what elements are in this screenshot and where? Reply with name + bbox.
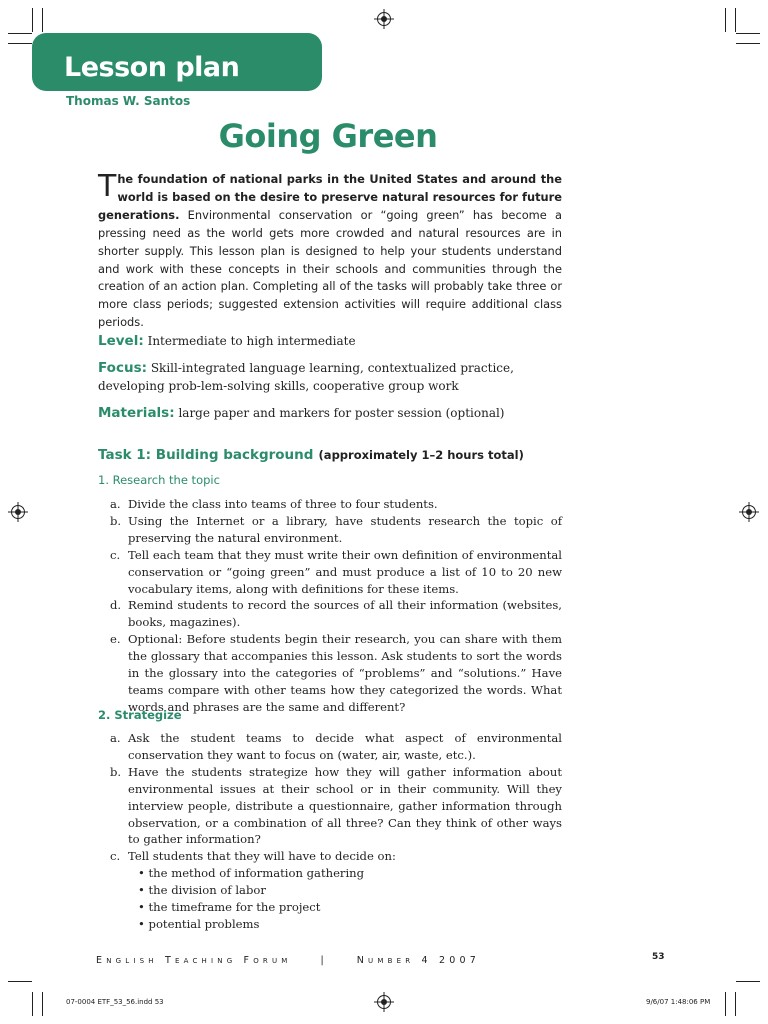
crop-mark xyxy=(42,8,43,32)
level-value: Intermediate to high intermediate xyxy=(147,334,356,348)
slug-timestamp: 9/6/07 1:48:06 PM xyxy=(646,998,711,1006)
focus-value: Skill-integrated language learning, contextualized practice, developing prob-lem-solving skills, cooperative group work xyxy=(98,361,514,393)
research-list xyxy=(110,496,562,716)
focus-field xyxy=(98,359,562,395)
item-letter: a. xyxy=(110,497,121,511)
registration-mark-icon xyxy=(377,12,391,26)
bullet-item: • the timeframe for the project xyxy=(138,900,321,915)
page-title: Going Green xyxy=(218,117,438,155)
item-text: Tell each team that they must write their own definition of environmental conservation or “going green” and must produce a list of 10 to 20 new vocabulary items, along with definitions for these items. xyxy=(128,547,562,596)
crop-mark xyxy=(32,8,33,32)
item-text: Using the Internet or a library, have students research the topic of preserving the natural environment. xyxy=(128,513,562,545)
item-text: Remind students to record the sources of all their information (websites, books, magazines). xyxy=(128,598,562,630)
strategize-list xyxy=(110,730,562,933)
crop-mark xyxy=(8,33,32,34)
item-text: Ask the student teams to decide what aspect of environmental conservation they want to focus on (water, air, waste, etc.). xyxy=(128,731,562,762)
intro-paragraph xyxy=(98,171,562,332)
registration-mark-icon xyxy=(742,505,756,519)
bullet-item: • potential problems xyxy=(138,916,260,931)
registration-mark-icon xyxy=(11,505,25,519)
crop-mark xyxy=(736,43,760,44)
list-item xyxy=(110,764,562,849)
journal-name: English Teaching Forum xyxy=(96,955,292,966)
section-heading-strategize: 2. Strategize xyxy=(98,708,182,722)
intro-lead: he foundation of national parks in the United States and around the world is based on the desire to preserve natural resources for future generations. xyxy=(98,172,562,222)
list-item xyxy=(110,513,562,547)
list-item xyxy=(110,730,562,764)
item-letter: d. xyxy=(110,598,122,613)
materials-field xyxy=(98,404,562,422)
crop-mark xyxy=(725,8,726,32)
crop-mark xyxy=(8,43,32,44)
item-text: Optional: Before students begin their research, you can share with them the glossary that accompanies this lesson. Ask students to sort the words in the glossary into the categories of “problems” and “solutions.” Have teams compare with other teams how they categorized the words. What words and phrases are the same and different? xyxy=(128,632,562,714)
registration-mark-icon xyxy=(377,995,391,1009)
item-text: Divide the class into teams of three to four students. xyxy=(128,497,438,511)
page-number: 53 xyxy=(652,952,665,962)
item-text: Have the students strategize how they will gather information about environmental issues at their school or in their community. Will they interview people, distribute a questionnaire, gather information through observation, or a combination of all three? Can they think of other ways to gather information? xyxy=(128,764,562,847)
list-item xyxy=(110,631,562,716)
slug-file: 07-0004 ETF_53_56.indd 53 xyxy=(66,998,164,1006)
author-name: Thomas W. Santos xyxy=(66,94,191,108)
crop-mark xyxy=(8,981,32,982)
materials-value: large paper and markers for poster session (optional) xyxy=(178,406,505,420)
item-text: Tell students that they will have to decide on: xyxy=(128,849,396,864)
bullet-item: • the division of labor xyxy=(138,883,266,898)
bullet-group xyxy=(110,865,562,933)
item-letter: a. xyxy=(110,731,121,745)
bullet-list xyxy=(128,865,562,933)
journal-footer xyxy=(96,955,480,966)
list-item xyxy=(110,597,562,631)
level-field xyxy=(98,332,562,350)
drop-cap: T xyxy=(98,169,117,204)
crop-mark xyxy=(736,981,760,982)
item-letter: c. xyxy=(110,849,121,864)
banner-title: Lesson plan xyxy=(64,52,240,83)
item-letter: b. xyxy=(110,513,122,528)
item-letter: c. xyxy=(110,547,121,562)
item-letter: e. xyxy=(110,632,121,647)
focus-label: Focus: xyxy=(98,360,147,376)
title-container xyxy=(98,117,558,155)
materials-label: Materials: xyxy=(98,405,175,421)
task-title: Task 1: Building background xyxy=(98,447,314,463)
issue-number: Number 4 2007 xyxy=(356,955,480,966)
crop-mark xyxy=(32,992,33,1016)
list-item xyxy=(110,547,562,598)
task-heading xyxy=(98,444,568,463)
intro-body: Environmental conservation or “going green” has become a pressing need as the world gets more crowded and natural resources are in shorter supply. This lesson plan is designed to help your students understand and work with these concepts in their schools and communities through the creation of an action plan. Completing all of the tasks will probably take three or more class periods; suggested extension activities will require additional class periods. xyxy=(98,207,562,330)
list-item xyxy=(110,848,562,865)
level-label: Level: xyxy=(98,333,144,349)
list-item xyxy=(110,496,562,513)
crop-mark xyxy=(736,33,760,34)
crop-mark xyxy=(735,8,736,32)
crop-mark xyxy=(735,992,736,1016)
footer-separator: | xyxy=(320,955,328,966)
crop-mark xyxy=(42,992,43,1016)
task-duration: (approximately 1–2 hours total) xyxy=(318,448,524,462)
item-letter: b. xyxy=(110,764,122,779)
section-heading-research: 1. Research the topic xyxy=(98,473,220,487)
crop-mark xyxy=(725,992,726,1016)
bullet-item: • the method of information gathering xyxy=(138,866,365,881)
